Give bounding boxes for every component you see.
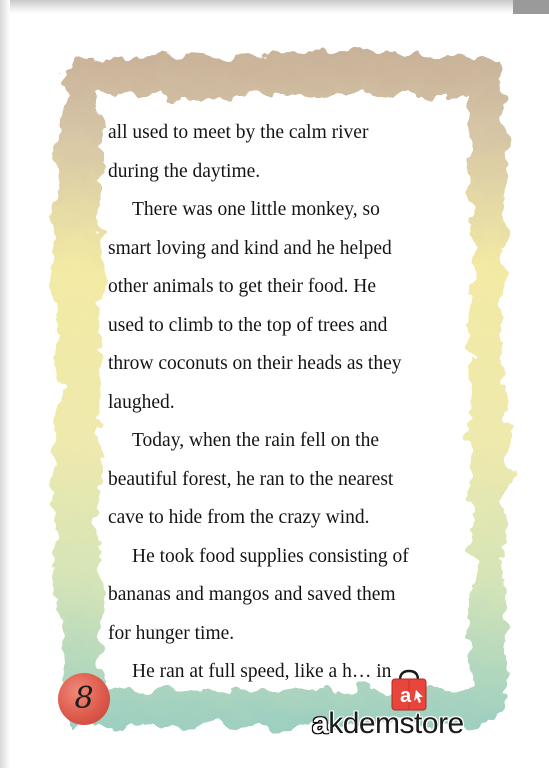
story-text [108,114,460,692]
watermark-text [312,704,512,744]
paragraph-2 [108,191,460,422]
text-line: bananas and mangos and saved them [108,584,396,605]
text-line: Today, when the rain fell on the [132,430,379,451]
text-line: He ran at full speed, like a h… in [132,661,392,682]
watermark-letter-a: a [312,707,329,740]
page-number-badge [58,673,110,725]
paragraph-4 [108,538,460,654]
text-line: for hunger time. [108,622,235,644]
text-line: all used to meet by the calm river [108,122,369,143]
text-line: throw coconuts on their heads as they [108,353,402,374]
text-line: during the daytime. [108,160,261,182]
page-number: 8 [74,681,94,716]
text-line: laughed. [108,391,175,413]
text-line: cave to hide from the crazy wind. [108,507,370,528]
text-line: He took food supplies consisting of [132,545,409,567]
paragraph-1 [108,114,460,191]
bag-letter: a [400,685,412,707]
text-line: There was one little monkey, so [132,199,380,220]
paragraph-3 [108,422,460,538]
text-line: beautiful forest, he ran to the nearest [108,468,394,490]
watermark-brand: kdemstore [328,707,464,740]
text-line: used to climb to the top of trees and [108,314,388,336]
watermark-logo [312,668,512,748]
text-line: other animals to get their food. He [108,276,377,297]
text-line: smart loving and kind and he helped [108,237,392,259]
